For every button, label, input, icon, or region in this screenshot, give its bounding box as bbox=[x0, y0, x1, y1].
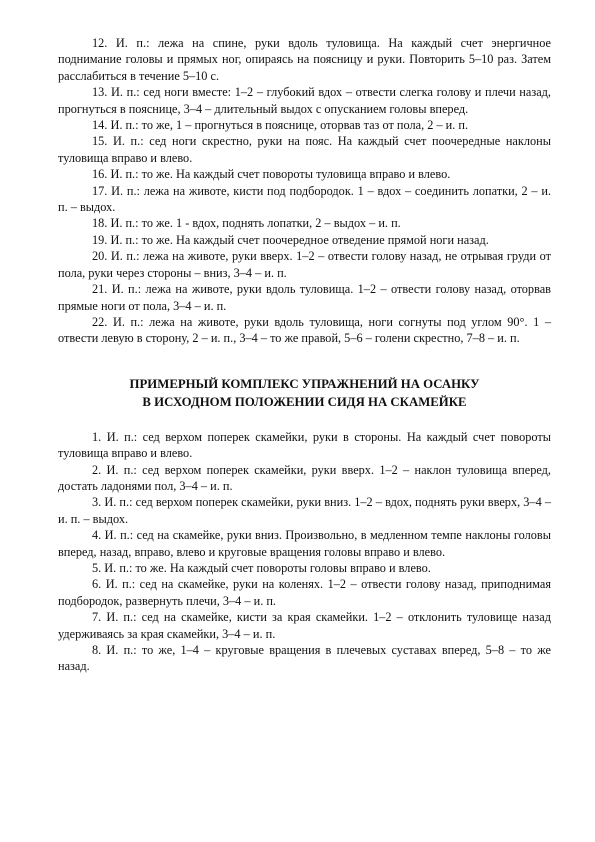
exercise-item: 3. И. п.: сед верхом поперек скамейки, руки вниз. 1–2 – вдох, поднять руки вверх, 3–4 – и. п. – выдох. bbox=[58, 495, 551, 526]
exercise-item: 5. И. п.: то же. На каждый счет повороты головы вправо и влево. bbox=[92, 560, 431, 575]
exercise-item: 7. И. п.: сед на скамейке, кисти за края скамейки. 1–2 – отклонить туловище назад удерживаясь за края скамейки, 3–4 – и. п. bbox=[58, 610, 551, 641]
exercise-list-seated bbox=[58, 429, 551, 675]
exercise-list-lying bbox=[58, 35, 551, 347]
exercise-item: 14. И. п.: то же, 1 – прогнуться в пояснице, оторвав таз от пола, 2 – и. п. bbox=[92, 118, 469, 133]
exercise-item: 8. И. п.: то же, 1–4 – круговые вращения в плечевых суставах вперед, 5–8 – то же назад. bbox=[58, 643, 551, 674]
exercise-item: 13. И. п.: сед ноги вместе: 1–2 – глубокий вдох – отвести слегка голову и плечи назад, прогнуться в пояснице, 3–4 – длительный выдох с опусканием головы вперед. bbox=[58, 85, 551, 116]
exercise-item: 6. И. п.: сед на скамейке, руки на коленях. 1–2 – отвести голову назад, приподнимая подбородок, развернуть плечи, 3–4 – и. п. bbox=[58, 577, 551, 608]
exercise-item: 2. И. п.: сед верхом поперек скамейки, руки вверх. 1–2 – наклон туловища вперед, достать ладонями пол, 3–4 – и. п. bbox=[58, 462, 551, 493]
exercise-item: 12. И. п.: лежа на спине, руки вдоль туловища. На каждый счет энергичное поднимание головы и прямых ног, опираясь на поясницу и руки. Повторить 5–10 раз. Затем расслабиться в течение 5–10 с. bbox=[58, 36, 551, 83]
exercise-item: 22. И. п.: лежа на животе, руки вдоль туловища, ноги согнуты под углом 90°. 1 – отвести левую в сторону, 2 – и. п., 3–4 – то же правой, 5–6 – голени скрестно, 7–8 – и. п. bbox=[58, 314, 551, 346]
exercise-item: 18. И. п.: то же. 1 - вдох, поднять лопатки, 2 – выдох – и. п. bbox=[92, 216, 401, 231]
exercise-item: 20. И. п.: лежа на животе, руки вверх. 1–2 – отвести голову назад, не отрывая груди от пола, руки через стороны – вниз, 3–4 – и. п. bbox=[58, 249, 551, 280]
exercise-item: 17. И. п.: лежа на животе, кисти под подбородок. 1 – вдох – соединить лопатки, 2 – и. п. – выдох. bbox=[58, 183, 551, 215]
section-heading-line-1: ПРИМЕРНЫЙ КОМПЛЕКС УПРАЖНЕНИЙ НА ОСАНКУ bbox=[129, 376, 480, 391]
exercise-item: 19. И. п.: то же. На каждый счет поочередное отведение прямой ноги назад. bbox=[92, 232, 489, 247]
exercise-item: 21. И. п.: лежа на животе, руки вдоль туловища. 1–2 – отвести голову назад, оторвав прямые ноги от пола, 3–4 – и. п. bbox=[58, 282, 551, 313]
exercise-item: 16. И. п.: то же. На каждый счет повороты туловища вправо и влево. bbox=[92, 167, 451, 182]
exercise-item: 15. И. п.: сед ноги скрестно, руки на пояс. На каждый счет поочередные наклоны туловища вправо и влево. bbox=[58, 134, 551, 165]
section-heading bbox=[58, 375, 551, 411]
section-heading-line-2: В ИСХОДНОМ ПОЛОЖЕНИИ СИДЯ НА СКАМЕЙКЕ bbox=[142, 394, 467, 409]
exercise-item: 1. И. п.: сед верхом поперек скамейки, руки в стороны. На каждый счет повороты туловища вправо и влево. bbox=[58, 429, 551, 461]
exercise-item: 4. И. п.: сед на скамейке, руки вниз. Произвольно, в медленном темпе наклоны головы вперед, назад, вправо, влево и круговые вращения головы вправо и влево. bbox=[58, 528, 551, 559]
